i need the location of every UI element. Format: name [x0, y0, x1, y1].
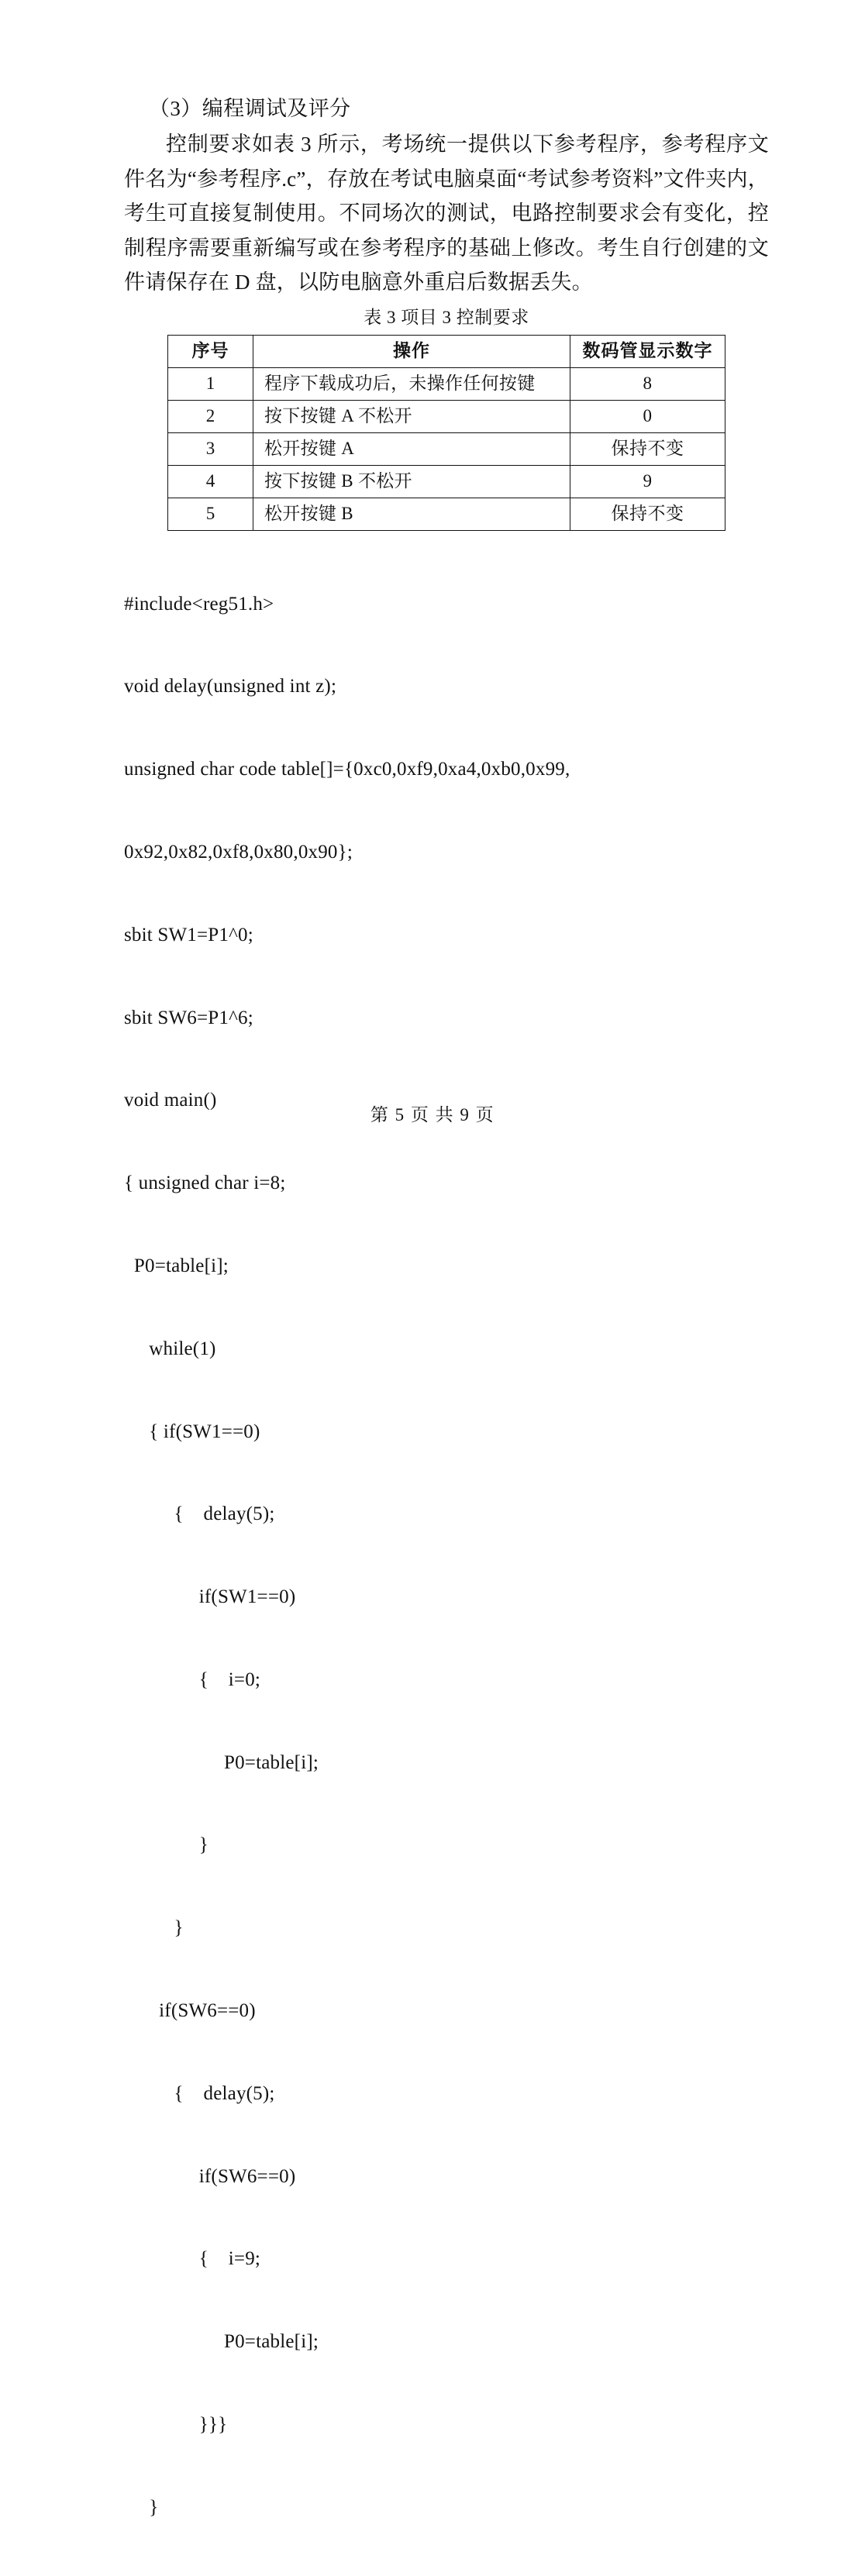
cell-index: 2: [168, 400, 253, 432]
code-line: { i=0;: [124, 1666, 769, 1694]
code-line: P0=table[i];: [124, 2328, 769, 2356]
cell-operation: 按下按键 B 不松开: [253, 465, 570, 498]
code-line: }: [124, 1914, 769, 1942]
cell-index: 4: [168, 465, 253, 498]
code-line: }: [124, 1831, 769, 1859]
cell-display: 9: [570, 465, 725, 498]
table-header-display: 数码管显示数字: [570, 335, 725, 367]
table-header-row: [168, 335, 725, 367]
intro-paragraph: 控制要求如表 3 所示，考场统一提供以下参考程序，参考程序文件名为“参考程序.c”，存放在考试电脑桌面“考试参考资料”文件夹内，考生可直接复制使用。不同场次的测试，电路控制要求会有变化，控制程序需要重新编写或在参考程序的基础上修改。考生自行创建的文件请保存在 D 盘，以防电脑意外重启后数据丢失。: [124, 127, 769, 300]
code-line: { unsigned char i=8;: [124, 1169, 769, 1197]
code-line: { i=9;: [124, 2245, 769, 2273]
code-line: sbit SW1=P1^0;: [124, 921, 769, 949]
code-line: }: [124, 2494, 769, 2522]
page-content: [124, 91, 769, 2576]
code-line: { delay(5);: [124, 1500, 769, 1528]
code-line: void delay(unsigned int z);: [124, 673, 769, 701]
table-row: [168, 400, 725, 432]
cell-operation: 松开按键 A: [253, 432, 570, 465]
code-line: if(SW1==0): [124, 1583, 769, 1611]
cell-display: 8: [570, 367, 725, 400]
table-row: [168, 432, 725, 465]
code-line: P0=table[i];: [124, 1252, 769, 1280]
code-line: P0=table[i];: [124, 1749, 769, 1777]
cell-index: 3: [168, 432, 253, 465]
code-line: while(1): [124, 1335, 769, 1363]
cell-operation: 松开按键 B: [253, 498, 570, 530]
code-line: unsigned char code table[]={0xc0,0xf9,0xa4,0xb0,0x99,: [124, 756, 769, 783]
code-line: if(SW6==0): [124, 1997, 769, 2025]
cell-display: 保持不变: [570, 432, 725, 465]
section-heading: （3）编程调试及评分: [124, 91, 769, 126]
code-line: #include<reg51.h>: [124, 591, 769, 618]
cell-operation: 按下按键 A 不松开: [253, 400, 570, 432]
code-listing: [124, 536, 769, 2576]
table-row: [168, 498, 725, 530]
table-row: [168, 367, 725, 400]
code-line: 0x92,0x82,0xf8,0x80,0x90};: [124, 839, 769, 866]
table-header-index: 序号: [168, 335, 253, 367]
code-line: sbit SW6=P1^6;: [124, 1004, 769, 1032]
cell-display: 0: [570, 400, 725, 432]
code-line: void main(): [124, 1087, 769, 1114]
cell-index: 1: [168, 367, 253, 400]
page-footer: 第 5 页 共 9 页: [0, 1100, 865, 1126]
document-page: [0, 0, 865, 1200]
cell-index: 5: [168, 498, 253, 530]
code-line: { if(SW1==0): [124, 1418, 769, 1446]
table-header-operation: 操作: [253, 335, 570, 367]
cell-operation: 程序下载成功后，未操作任何按键: [253, 367, 570, 400]
code-line: }}}: [124, 2411, 769, 2439]
table-row: [168, 465, 725, 498]
code-line: { delay(5);: [124, 2080, 769, 2108]
table-caption: 表 3 项目 3 控制要求: [124, 305, 769, 331]
cell-display: 保持不变: [570, 498, 725, 530]
code-line: if(SW6==0): [124, 2163, 769, 2191]
control-requirements-table: [167, 335, 725, 531]
